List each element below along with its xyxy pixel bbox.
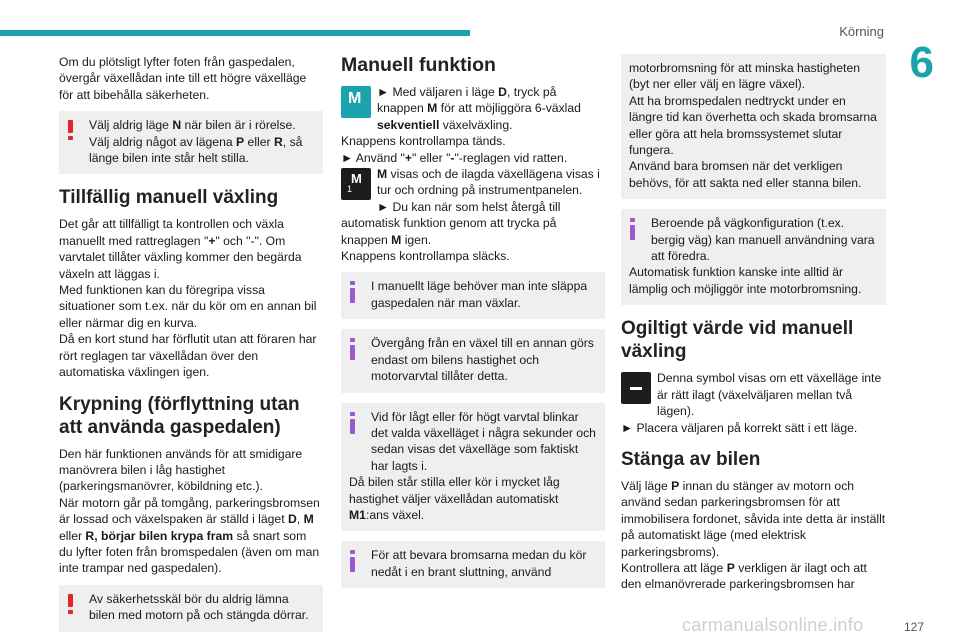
column-2 bbox=[341, 54, 605, 598]
info-box-no-release: I manuellt läge behöver man inte släppa gaspedalen när man växlar. bbox=[341, 272, 605, 319]
manual-lamp-off: Knappens kontrollampa släcks. bbox=[341, 249, 510, 264]
heading-creep: Krypning (förflyttning utan att använda gaspedalen) bbox=[59, 393, 300, 438]
info-icon bbox=[350, 338, 355, 360]
warning-text: Av säkerhetsskäl bör du aldrig lämna bilen med motorn på och stängda dörrar. bbox=[89, 591, 309, 623]
info-box-braking-continued: motorbromsning för att minska hastigheten (byt ner eller välj en lägre växel). Att ha bromspedalen nedtryckt under en längre tid kan överhetta och skada bromsarna eller göra att hela bromssystemet slutar fungera. Använd bara bromsen när det verkligen behövs, för att sakta ned eller stanna bilen. bbox=[621, 54, 886, 199]
temp-paragraph-1: Det går att tillfälligt ta kontrollen och växla manuellt med rattreglagen "+" och "-". Om varvtalet tillåter växling kommer den begärda växeln att läggas i. bbox=[59, 217, 302, 281]
stop-paragraph-1: Välj läge P innan du stänger av motorn och använd sedan parkeringsbromsen för att immobilisera fordonet, såvida inte detta är inställt på automatiskt läge (med elektrisk parkeringsbroms). bbox=[621, 478, 886, 559]
creep-paragraph-2: När motorn går på tomgång, parkeringsbromsen är lossad och växelspaken är ställd i läget D, M eller R, börjar bilen krypa fram så snart som du lyfter foten från bromspedalen (även om man inte trampar ned gaspedalen). bbox=[59, 495, 320, 576]
manual-step-2: ► Använd "+" eller "-"-reglagen vid ratten. bbox=[341, 150, 568, 165]
warning-text: Välj aldrig läge N när bilen är i rörelse. Välj aldrig något av lägena P eller R, så länge bilen inte står helt stilla. bbox=[89, 118, 303, 166]
warning-box-gear-selection bbox=[59, 111, 323, 174]
invalid-text: Denna symbol visas om ett växelläge inte är rätt ilagt (växelväljaren mellan två lägen). bbox=[621, 370, 886, 419]
heading-temporary-manual: Tillfällig manuell växling bbox=[59, 187, 279, 209]
temp-paragraph-3: Då en kort stund har förflutit utan att föraren har rört reglagen tar växellådan över den automatiska växlingen igen. bbox=[59, 332, 317, 380]
section-title: Körning bbox=[839, 24, 884, 39]
temp-paragraph-2: Med funktionen kan du föregripa vissa situationer som t.ex. när du kör om en annan bil eller närmar dig en kurva. bbox=[59, 283, 317, 330]
heading-invalid-value: Ogiltigt värde vid manuell växling bbox=[621, 318, 854, 363]
warning-box-safety bbox=[59, 585, 323, 632]
info-box-gear-change: Övergång från en växel till en annan görs endast om bilens hastighet och motorvarvtal tillåter detta. bbox=[341, 329, 605, 392]
warning-icon bbox=[68, 594, 73, 614]
heading-stop-vehicle: Stänga av bilen bbox=[621, 448, 761, 470]
manual-step-4: ► Du kan när som helst återgå till automatisk funktion genom att trycka på knappen M igen. bbox=[341, 199, 561, 247]
info-box-rpm: Vid för lågt eller för högt varvtal blinkar det valda växelläget i några sekunder och sedan visas det växelläge som faktiskt har lagts i. Då bilen står stilla eller kör i mycket låg hastighet väljer växellådan automatiskt M1:ans växel. bbox=[341, 403, 605, 532]
manual-display-icon: M 1 bbox=[341, 168, 371, 200]
creep-paragraph-1: Den här funktionen används för att smidigare manövrera bilen i låg hastighet (parkeringsmanövrer, köbildning etc.). bbox=[59, 446, 303, 494]
watermark: carmanualsonline.info bbox=[682, 615, 864, 635]
page-number: 127 bbox=[903, 620, 924, 634]
stop-paragraph-2: Kontrollera att läge P verkligen är ilagt och att den elmanövrerade parkeringsbromsen har bbox=[621, 560, 867, 592]
manual-step-1: M ► Med väljaren i läge D, tryck på knappen M för att möjliggöra 6-växlad sekventiell växelväxling. bbox=[341, 84, 605, 133]
column-3 bbox=[621, 54, 886, 593]
manual-step-3: M 1 M visas och de ilagda växellägena visas i tur och ordning på instrumentpanelen. bbox=[341, 166, 605, 199]
info-icon bbox=[350, 550, 355, 572]
info-box-road-config: Beroende på vägkonfiguration (t.ex. bergig väg) kan manuell användning vara att föredra. Automatisk funktion kanske inte alltid är lämplig och möjliggör inte motorbromsning. bbox=[621, 209, 886, 305]
info-box-braking: För att bevara bromsarna medan du kör nedåt i en brant sluttning, använd bbox=[341, 541, 605, 588]
info-icon bbox=[350, 412, 355, 434]
info-icon bbox=[630, 218, 635, 240]
info-icon bbox=[350, 281, 355, 303]
heading-manual-function: Manuell funktion bbox=[341, 54, 496, 76]
invalid-step: ► Placera väljaren på korrekt sätt i ett läge. bbox=[621, 420, 858, 435]
intro-paragraph: Om du plötsligt lyfter foten från gaspedalen, övergår växellådan inte till ett högre växelläge för att bibehålla säkerheten. bbox=[59, 55, 307, 102]
header-accent-bar bbox=[0, 30, 470, 36]
column-1 bbox=[59, 54, 323, 640]
warning-icon bbox=[68, 120, 73, 140]
m-button-icon: M bbox=[341, 86, 371, 118]
invalid-gear-icon bbox=[621, 372, 651, 404]
chapter-number: 6 bbox=[909, 38, 934, 87]
manual-lamp-on: Knappens kontrollampa tänds. bbox=[341, 134, 506, 149]
